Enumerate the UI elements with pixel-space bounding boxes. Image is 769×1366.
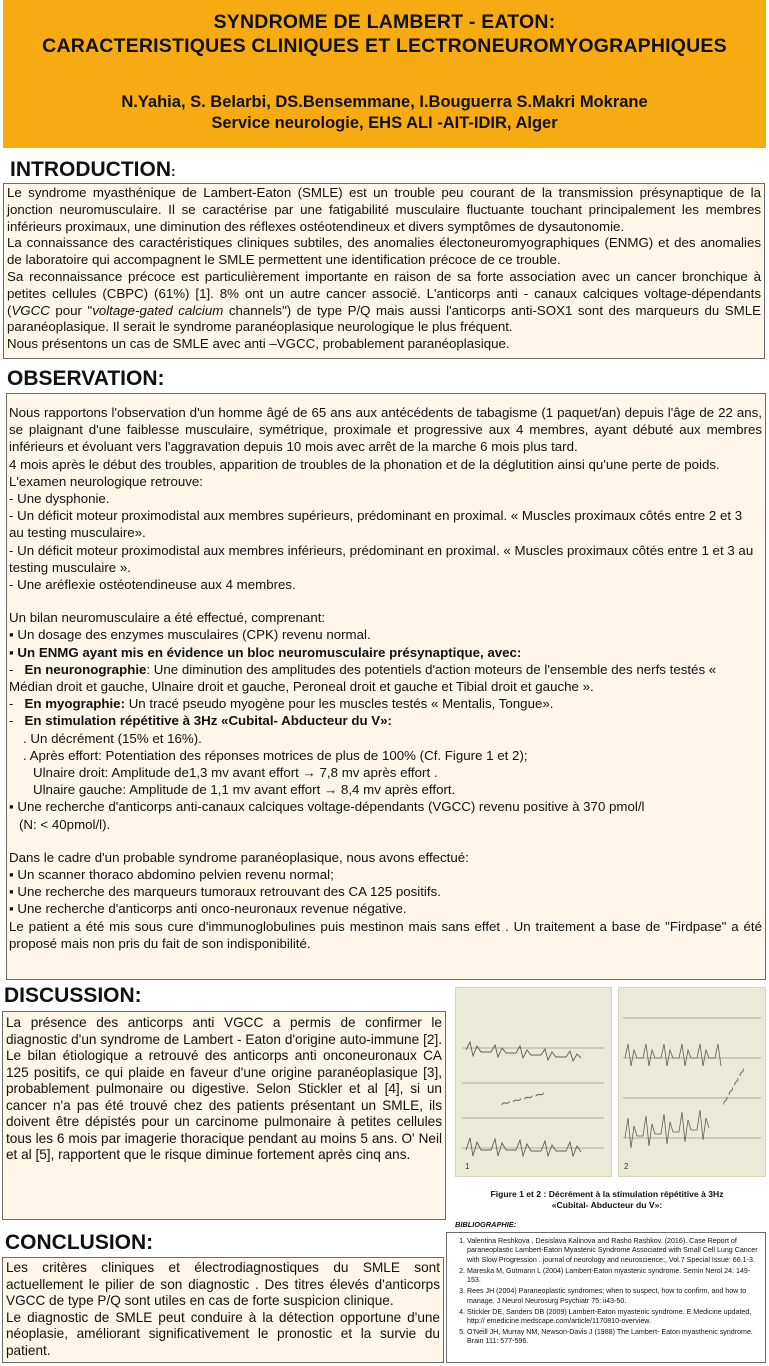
obs-line: Dans le cadre d'un probable syndrome paranéoplasique, nous avons effectué: <box>9 849 469 865</box>
obs-line: - Une aréflexie ostéotendineuse aux 4 membres. <box>9 577 296 593</box>
bibliography-ref: 5. O'Neill JH, Murray NM, Newson-Davis J (1988) The Lambert- Eaton myasthenic syndrome. Brain 111: 577-596. <box>467 1328 759 1347</box>
obs-line: Ulnaire gauche: Amplitude de 1,1 mv avant effort → 8,4 mv après effort. <box>33 782 456 798</box>
figure-panel-1 <box>455 987 612 1177</box>
bibliography-ref: 1. Valentina Reshkova , Desislava Kalinova and Rasho Rashkov. (2016). Case Report of paraneoplastic Lambert-Eaton Myastenic Syndrome Associated with Small Cell Lung Cancer with Slow Progression . journal of neurology and neuroscience:, Vol.7 Special Issue: 66.1-3. <box>467 1237 759 1265</box>
obs-line: - Un déficit moteur proximodistal aux membres supérieurs, prédominant en proximal. « Muscles proximaux côtés entre 2 et 3 au testing musculaire». <box>9 508 743 541</box>
spacer <box>9 833 762 849</box>
conclusion-box <box>2 1257 444 1363</box>
intro-paragraph: Le syndrome myasthénique de Lambert-Eaton (SMLE) est un trouble peu courant de la transmission présynaptique de la jonction neuromusculaire. Il se caractérise par une fatigabilité musculaire fluctuante touchant principalement les membres inférieurs proximaux, une diminution des réflexes ostéotendineux et divers symptômes de dysautonomie. <box>7 185 761 234</box>
introduction-heading: INTRODUCTION: <box>10 158 176 181</box>
obs-line: . Un décrément (15% et 16%). <box>23 730 202 746</box>
obs-line: - Un déficit moteur proximodistal aux membres inférieurs, prédominant en proximal. « Muscles proximaux côtés entre 1 et 3 au testing musculaire ». <box>9 542 754 575</box>
emg-trace-figure-1 <box>456 988 611 1176</box>
obs-line: - En stimulation répétitive à 3Hz «Cubital- Abducteur du V»: <box>9 713 392 729</box>
svg-text:~~~~: ~~~~ <box>498 1085 548 1113</box>
bibliography-label: BIBLIOGRAPHIE: <box>455 1220 517 1229</box>
conclusion-paragraph: Le diagnostic de SMLE peut conduire à la détection opportune d'une néoplasie, améliorant significativement le pronostic et la survie du patient. <box>6 1309 440 1358</box>
poster-title-line1: SYNDROME DE LAMBERT - EATON: <box>213 11 556 33</box>
conclusion-paragraph: Les critères cliniques et électrodiagnostiques du SMLE sont actuellement le pilier de son diagnostic . Des titres élevés d'anticorps VGCC de type P/Q sont utiles en cas de forte suspicion clinique. <box>6 1260 440 1309</box>
conclusion-heading: CONCLUSION: <box>5 1231 154 1254</box>
bibliography-ref: 2. Mareska M, Gutmann L (2004) Lambert-Eaton myastenic syndrome. Semin Nerol 24: 149-153. <box>467 1267 759 1286</box>
obs-paragraph: 4 mois après le début des troubles, apparition de troubles de la phonation et de la déglutition ainsi qu'une perte de poids. <box>9 456 720 472</box>
affiliation: Service neurologie, EHS ALI -AIT-IDIR, Alger <box>211 114 558 132</box>
obs-paragraph: Le patient a été mis sous cure d'immunoglobulines puis mestinon mais sans effet . Un traitement a base de "Firdpase" a été proposé mais non pris du fait de son indisponibilité. <box>9 918 762 951</box>
obs-line: Un bilan neuromusculaire a été effectué, comprenant: <box>9 610 326 626</box>
figure-2-number: 2 <box>624 1162 629 1171</box>
bibliography-list <box>453 1237 759 1347</box>
intro-paragraph: Nous présentons un cas de SMLE avec anti –VGCC, probablement paranéoplasique. <box>7 336 510 352</box>
svg-text:~~~~: ~~~~ <box>716 1064 752 1110</box>
obs-line: (N: < 40pmol/l). <box>19 816 111 832</box>
discussion-text: La présence des anticorps anti VGCC a permis de confirmer le diagnostic d'un syndrome de Lambert - Eaton d'origine auto-immune [2]. Le bilan étiologique a retrouvé des anticorps anti onconeuronaux CA 125 positifs, ce qui plaide en faveur d'une origine paranéoplasique [3], probablement pulmonaire ou digestive. Selon Stickler et al [4], si un cancer n'a pas été trouvé chez des patients présentant un SMLE, ils doivent être dépistés pour un carcinome pulmonaire à petites cellules tous les 6 mois par imagerie thoracique pendant au moins 5 ans. O' Neil et al [5], rapportent que le risque diminue fortement après cinq ans. <box>6 1015 442 1162</box>
bibliography-box <box>446 1232 766 1363</box>
caption-line: Figure 1 et 2 : Décrément à la stimulation répétitive à 3Hz <box>490 1189 724 1199</box>
introduction-box <box>3 183 765 359</box>
obs-line: ▪ Un scanner thoraco abdomino pelvien revenu normal; <box>9 867 334 883</box>
bibliography-ref: 4. Stickler DE, Sanders DB (2009) Lambert-Eaton myastenic syndrome. E Medicine updated, http:// emedicine.medscape.com/article/1170810-overview. <box>467 1308 759 1327</box>
obs-line: ▪ Une recherche des marqueurs tumoraux retrouvant des CA 125 positifs. <box>9 884 441 900</box>
obs-line: . Après effort: Potentiation des réponses motrices de plus de 100% (Cf. Figure 1 et 2); <box>23 747 528 763</box>
obs-line: L'examen neurologique retrouve: <box>9 473 203 489</box>
observation-heading: OBSERVATION: <box>7 367 165 390</box>
obs-line: ▪ Une recherche d'anticorps anti onco-neuronaux revenue négative. <box>9 901 407 917</box>
discussion-box <box>2 1011 446 1220</box>
obs-line: ▪ Un ENMG ayant mis en évidence un bloc neuromusculaire présynaptique, avec: <box>9 644 522 660</box>
figure-panel-2 <box>618 987 766 1177</box>
spacer <box>9 593 762 609</box>
poster-title-line2: CARACTERISTIQUES CLINIQUES ET LECTRONEUROMYOGRAPHIQUES <box>42 35 727 57</box>
obs-line: - Une dysphonie. <box>9 491 110 507</box>
observation-box <box>6 393 766 980</box>
obs-line: ▪ Un dosage des enzymes musculaires (CPK) revenu normal. <box>9 627 371 643</box>
authors: N.Yahia, S. Belarbi, DS.Bensemmane, I.Bouguerra S.Makri Mokrane <box>121 93 648 111</box>
emg-trace-figure-2 <box>619 988 765 1176</box>
obs-line: - En neuronographie: Une diminution des amplitudes des potentiels d'action moteurs de l'ensemble des nerfs testés « Médian droit et gauche, Ulnaire droit et gauche, Peroneal droit et gauche et Tibial droit et gauche ». <box>9 661 717 695</box>
obs-paragraph: Nous rapportons l'observation d'un homme âgé de 65 ans aux antécédents de tabagisme (1 paquet/an) depuis l'âge de 22 ans, se plaignant d'une faiblesse musculaire, symétrique, proximale et progressive aux 4 membres, ayant débuté aux membres inférieurs et évoluant vers l'aggravation depuis 10 mois avec arrêt de la marche 6 mois plus tard. <box>9 405 762 455</box>
figure-caption <box>452 1189 762 1211</box>
bibliography-ref: 3. Rees JH (2004) Paraneoplastic syndromes; when to suspect, how to confirm, and how to manage. J Neurol Neurosurg Psychiatr 75: ii43-50. <box>467 1287 759 1306</box>
discussion-heading: DISCUSSION: <box>4 984 142 1007</box>
header-banner <box>3 0 766 148</box>
obs-line: ▪ Une recherche d'anticorps anti-canaux calciques voltage-dépendants (VGCC) revenu positive à 370 pmol/l <box>9 799 645 815</box>
caption-line: «Cubital- Abducteur du V»: <box>551 1200 663 1210</box>
obs-line: Ulnaire droit: Amplitude de1,3 mv avant effort → 7,8 mv après effort . <box>33 765 438 781</box>
intro-paragraph: Sa reconnaissance précoce est particulièrement importante en raison de sa forte association avec un cancer bronchique à petites cellules (CBPC) (61%) [1]. 8% ont un autre cancer associé. L'anticorps anti - canaux calciques voltage-dépendants (VGCC pour "voltage-gated calcium channels") de type P/Q mais aussi l'anticorps anti-SOX1 sont des marqueurs du SMLE paranéoplasique. Il serait le syndrome paranéoplasique neurologique le plus fréquent. <box>7 268 761 335</box>
figure-1-number: 1 <box>465 1162 470 1171</box>
obs-line: - En myographie: Un tracé pseudo myogène pour les muscles testés « Mentalis, Tongue». <box>9 696 554 712</box>
intro-paragraph: La connaissance des caractéristiques cliniques subtiles, des anomalies électoneuromyographiques (ENMG) et des anomalies de laboratoire qui accompagnent le SMLE permettent une identification précoce de ce trouble. <box>7 235 761 268</box>
